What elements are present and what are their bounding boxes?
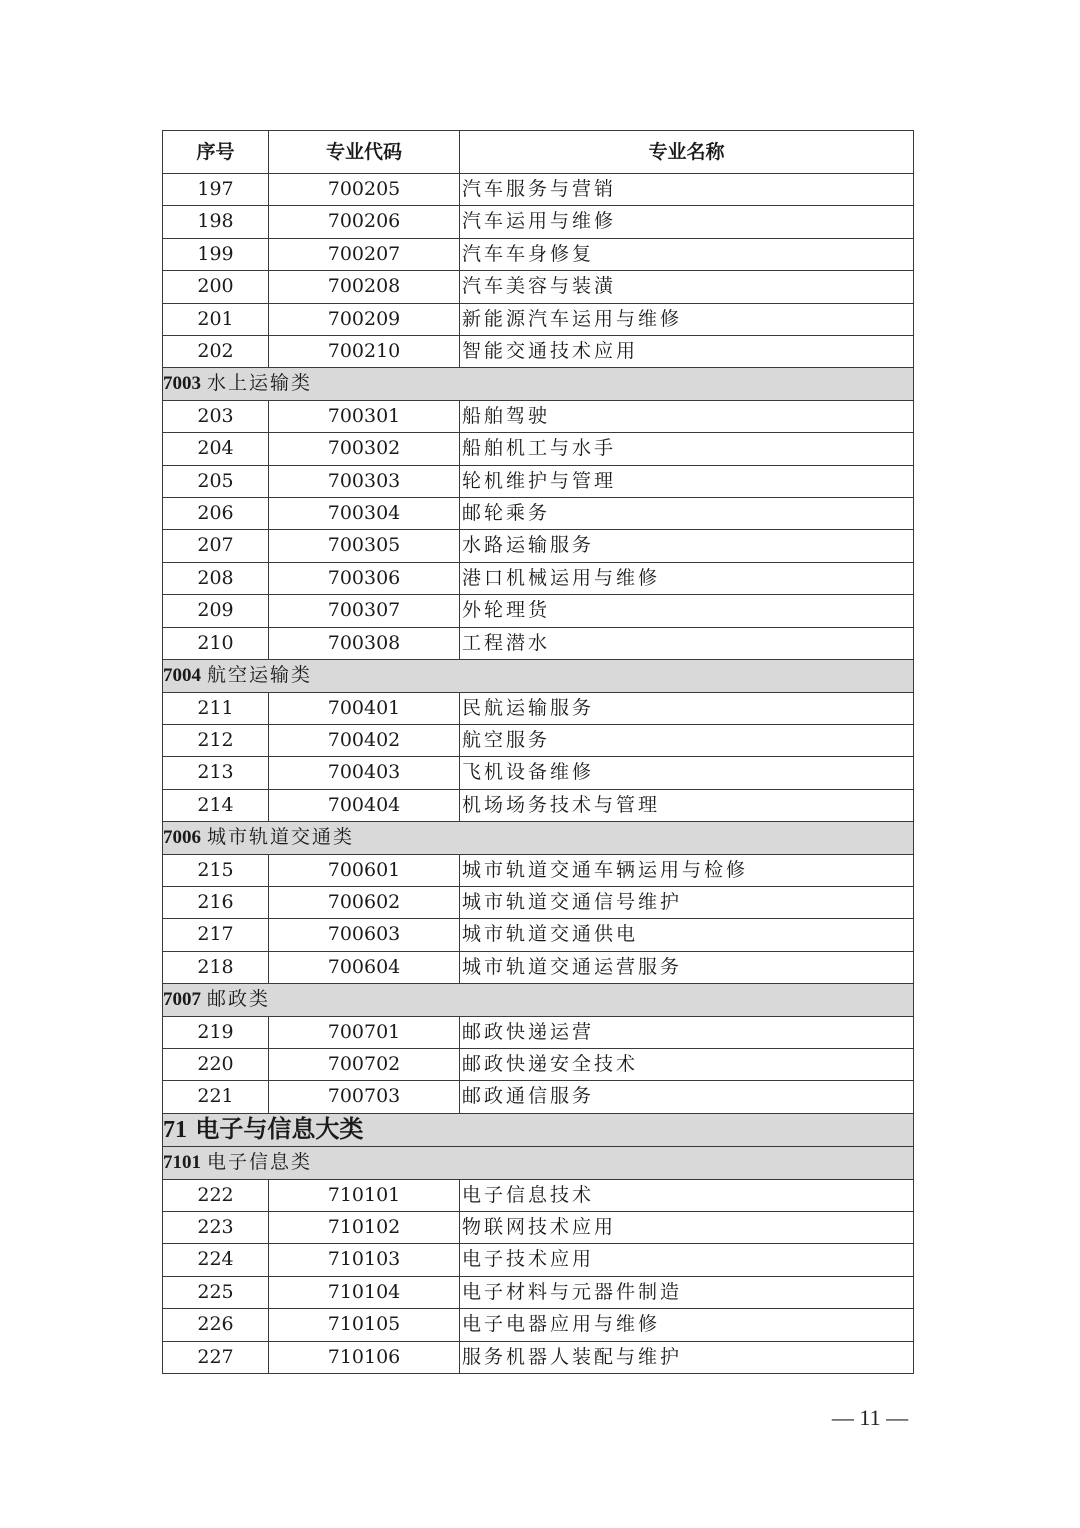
- code-cell: 700404: [269, 789, 460, 821]
- name-cell: 汽车车身修复: [460, 238, 914, 270]
- seq-cell: 220: [163, 1048, 269, 1080]
- category-cell: [163, 1147, 914, 1179]
- seq-cell: 199: [163, 238, 269, 270]
- code-cell: 700703: [269, 1081, 460, 1113]
- code-cell: 700301: [269, 400, 460, 432]
- table-row: [163, 1276, 914, 1308]
- page-number: — 11 —: [831, 1405, 909, 1430]
- table-row: [163, 1244, 914, 1276]
- code-cell: 700601: [269, 854, 460, 886]
- seq-cell: 212: [163, 724, 269, 756]
- table-row: [163, 627, 914, 659]
- seq-cell: 222: [163, 1179, 269, 1211]
- seq-cell: 216: [163, 886, 269, 918]
- code-cell: 700208: [269, 271, 460, 303]
- seq-cell: 227: [163, 1341, 269, 1373]
- code-cell: 700205: [269, 174, 460, 206]
- category-row: [163, 822, 914, 854]
- code-cell: 710103: [269, 1244, 460, 1276]
- name-cell: 汽车运用与维修: [460, 206, 914, 238]
- name-cell: 电子信息技术: [460, 1179, 914, 1211]
- table-row: [163, 238, 914, 270]
- seq-cell: 217: [163, 919, 269, 951]
- table-row: [163, 789, 914, 821]
- seq-cell: 226: [163, 1309, 269, 1341]
- header-name: 专业名称: [460, 131, 914, 174]
- name-cell: 民航运输服务: [460, 692, 914, 724]
- name-cell: 汽车服务与营销: [460, 174, 914, 206]
- table-row: [163, 919, 914, 951]
- code-cell: 700302: [269, 433, 460, 465]
- code-cell: 700403: [269, 757, 460, 789]
- name-cell: 邮政快递运营: [460, 1016, 914, 1048]
- name-cell: 智能交通技术应用: [460, 336, 914, 368]
- name-cell: 电子电器应用与维修: [460, 1309, 914, 1341]
- name-cell: 船舶机工与水手: [460, 433, 914, 465]
- name-cell: 邮政快递安全技术: [460, 1048, 914, 1080]
- category-code: 7101: [163, 1152, 201, 1174]
- name-cell: 电子材料与元器件制造: [460, 1276, 914, 1308]
- name-cell: 飞机设备维修: [460, 757, 914, 789]
- name-cell: 新能源汽车运用与维修: [460, 303, 914, 335]
- seq-cell: 225: [163, 1276, 269, 1308]
- table-row: [163, 854, 914, 886]
- table-row: [163, 562, 914, 594]
- name-cell: 航空服务: [460, 724, 914, 756]
- table-row: [163, 692, 914, 724]
- seq-cell: 205: [163, 465, 269, 497]
- category-code: 7007: [163, 989, 201, 1011]
- majors-table: [162, 130, 914, 1374]
- table-row: [163, 174, 914, 206]
- name-cell: 物联网技术应用: [460, 1212, 914, 1244]
- seq-cell: 197: [163, 174, 269, 206]
- header-seq: 序号: [163, 131, 269, 174]
- table-row: [163, 1212, 914, 1244]
- category-code: 7003: [163, 373, 201, 395]
- category-label: 水上运输类: [207, 372, 313, 395]
- table-row: [163, 530, 914, 562]
- header-code: 专业代码: [269, 131, 460, 174]
- code-cell: 700307: [269, 595, 460, 627]
- table-row: [163, 886, 914, 918]
- seq-cell: 198: [163, 206, 269, 238]
- seq-cell: 214: [163, 789, 269, 821]
- name-cell: 汽车美容与装潢: [460, 271, 914, 303]
- table-row: [163, 724, 914, 756]
- seq-cell: 202: [163, 336, 269, 368]
- name-cell: 城市轨道交通供电: [460, 919, 914, 951]
- code-cell: 700604: [269, 951, 460, 983]
- category-code: 7006: [163, 827, 201, 849]
- table-body: [163, 174, 914, 1374]
- code-cell: 710106: [269, 1341, 460, 1373]
- table-row: [163, 595, 914, 627]
- code-cell: 700209: [269, 303, 460, 335]
- major-category-row: [163, 1113, 914, 1146]
- name-cell: 城市轨道交通信号维护: [460, 886, 914, 918]
- name-cell: 水路运输服务: [460, 530, 914, 562]
- seq-cell: 204: [163, 433, 269, 465]
- name-cell: 轮机维护与管理: [460, 465, 914, 497]
- table-row: [163, 757, 914, 789]
- table-row: [163, 1048, 914, 1080]
- code-cell: 710102: [269, 1212, 460, 1244]
- table-row: [163, 1081, 914, 1113]
- code-cell: 700401: [269, 692, 460, 724]
- name-cell: 船舶驾驶: [460, 400, 914, 432]
- category-label: 城市轨道交通类: [207, 826, 355, 849]
- name-cell: 城市轨道交通车辆运用与检修: [460, 854, 914, 886]
- category-code: 7004: [163, 665, 201, 687]
- category-label: 邮政类: [207, 988, 271, 1011]
- category-cell: [163, 984, 914, 1016]
- seq-cell: 208: [163, 562, 269, 594]
- name-cell: 机场场务技术与管理: [460, 789, 914, 821]
- seq-cell: 223: [163, 1212, 269, 1244]
- table-row: [163, 1179, 914, 1211]
- table-row: [163, 303, 914, 335]
- name-cell: 工程潜水: [460, 627, 914, 659]
- seq-cell: 201: [163, 303, 269, 335]
- table-row: [163, 951, 914, 983]
- category-cell: [163, 1113, 914, 1146]
- name-cell: 服务机器人装配与维护: [460, 1341, 914, 1373]
- code-cell: 710105: [269, 1309, 460, 1341]
- name-cell: 电子技术应用: [460, 1244, 914, 1276]
- code-cell: 700701: [269, 1016, 460, 1048]
- code-cell: 700206: [269, 206, 460, 238]
- seq-cell: 206: [163, 498, 269, 530]
- category-code: 71: [163, 1116, 187, 1143]
- table-row: [163, 498, 914, 530]
- seq-cell: 221: [163, 1081, 269, 1113]
- category-label: 电子与信息大类: [195, 1114, 364, 1143]
- code-cell: 700603: [269, 919, 460, 951]
- category-label: 电子信息类: [207, 1151, 313, 1174]
- code-cell: 700308: [269, 627, 460, 659]
- table-row: [163, 400, 914, 432]
- seq-cell: 218: [163, 951, 269, 983]
- table-header-row: [163, 131, 914, 174]
- seq-cell: 209: [163, 595, 269, 627]
- table-row: [163, 433, 914, 465]
- code-cell: 700305: [269, 530, 460, 562]
- seq-cell: 215: [163, 854, 269, 886]
- table-row: [163, 1309, 914, 1341]
- code-cell: 710101: [269, 1179, 460, 1211]
- code-cell: 700303: [269, 465, 460, 497]
- name-cell: 邮政通信服务: [460, 1081, 914, 1113]
- name-cell: 城市轨道交通运营服务: [460, 951, 914, 983]
- seq-cell: 200: [163, 271, 269, 303]
- category-row: [163, 368, 914, 400]
- table-row: [163, 1016, 914, 1048]
- seq-cell: 207: [163, 530, 269, 562]
- category-label: 航空运输类: [207, 664, 313, 687]
- code-cell: 700306: [269, 562, 460, 594]
- category-row: [163, 1147, 914, 1179]
- table-row: [163, 271, 914, 303]
- category-cell: [163, 822, 914, 854]
- code-cell: 710104: [269, 1276, 460, 1308]
- seq-cell: 203: [163, 400, 269, 432]
- table-row: [163, 336, 914, 368]
- seq-cell: 210: [163, 627, 269, 659]
- seq-cell: 213: [163, 757, 269, 789]
- code-cell: 700702: [269, 1048, 460, 1080]
- table-row: [163, 465, 914, 497]
- category-cell: [163, 368, 914, 400]
- category-cell: [163, 660, 914, 692]
- code-cell: 700304: [269, 498, 460, 530]
- code-cell: 700402: [269, 724, 460, 756]
- table-row: [163, 206, 914, 238]
- seq-cell: 211: [163, 692, 269, 724]
- code-cell: 700602: [269, 886, 460, 918]
- seq-cell: 219: [163, 1016, 269, 1048]
- name-cell: 外轮理货: [460, 595, 914, 627]
- code-cell: 700207: [269, 238, 460, 270]
- category-row: [163, 660, 914, 692]
- table-row: [163, 1341, 914, 1373]
- name-cell: 港口机械运用与维修: [460, 562, 914, 594]
- category-row: [163, 984, 914, 1016]
- name-cell: 邮轮乘务: [460, 498, 914, 530]
- code-cell: 700210: [269, 336, 460, 368]
- seq-cell: 224: [163, 1244, 269, 1276]
